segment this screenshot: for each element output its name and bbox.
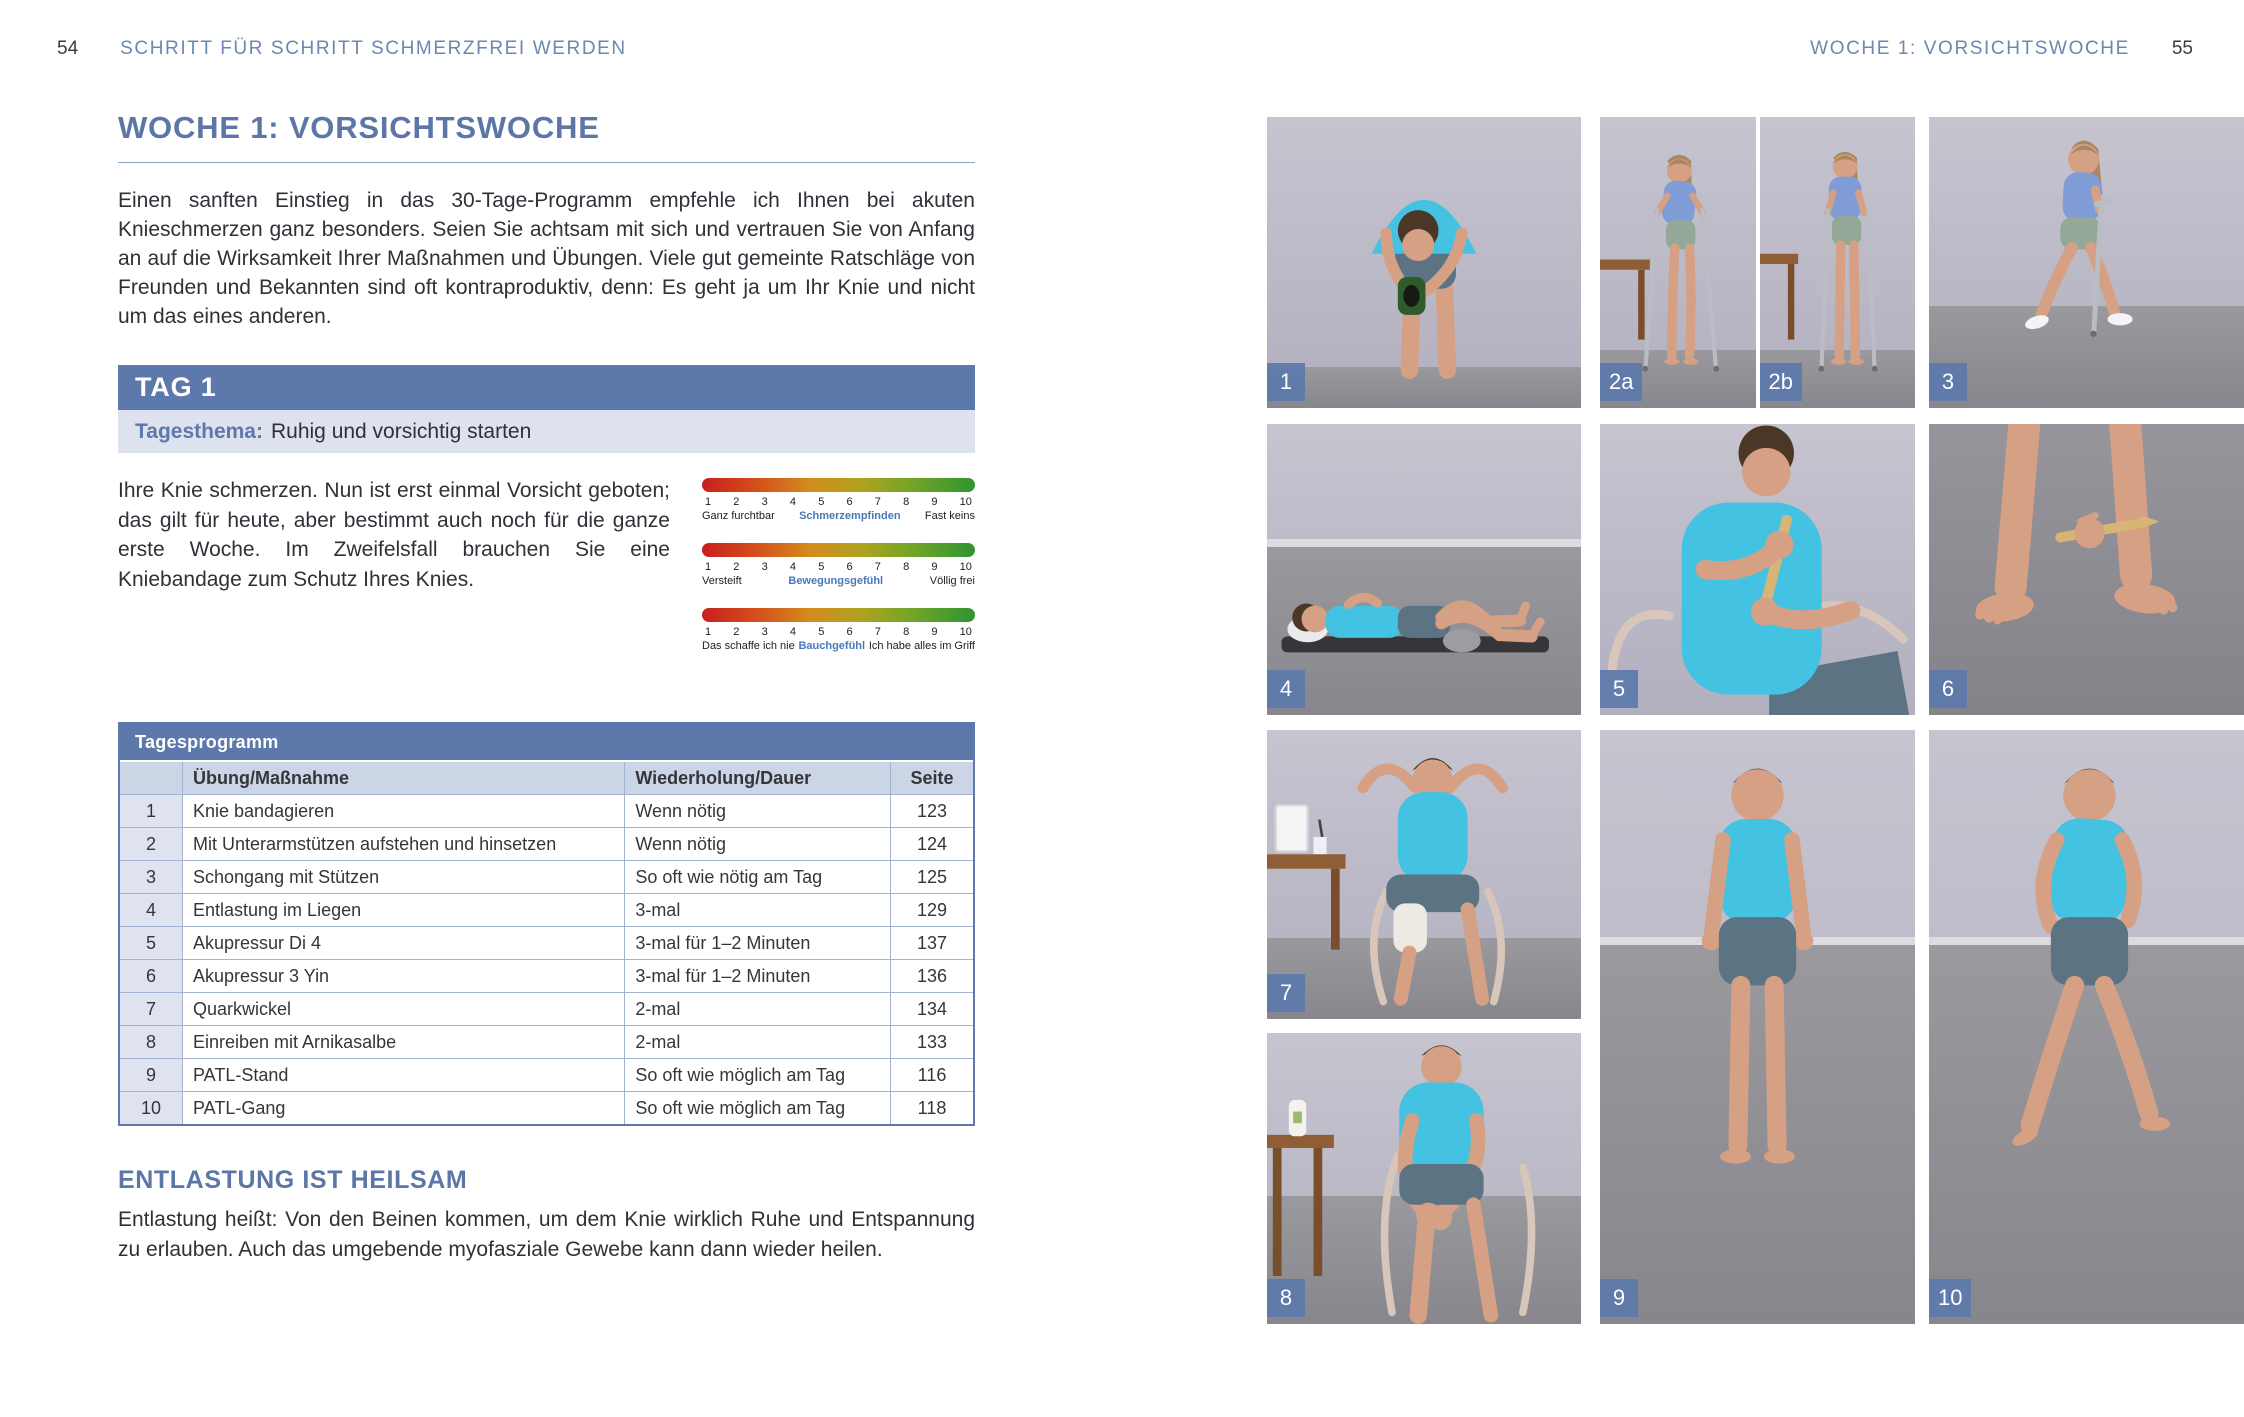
- scale-tick: 6: [846, 626, 853, 638]
- table-title: Tagesprogramm: [120, 724, 973, 762]
- cell-page: 129: [891, 894, 974, 927]
- figure-patl-stand: [1600, 730, 1915, 1324]
- rating-scales: [702, 476, 975, 673]
- photo-grid: [1267, 117, 2244, 1324]
- figure-patl-walk: [1929, 730, 2244, 1324]
- photo-acupressure-hand: [1600, 424, 1915, 715]
- table-row: [120, 861, 973, 894]
- day-banner: [118, 365, 975, 410]
- text-and-scales: [118, 476, 975, 673]
- scale-right-label: Völlig frei: [929, 575, 975, 587]
- scale-bewegungsgefuehl: [702, 543, 975, 587]
- scale-tick: 4: [789, 626, 797, 638]
- figure-foot-tool: [1929, 424, 2244, 715]
- header-exercise: Übung/Maßnahme: [183, 762, 625, 795]
- photo-patl-stand: [1600, 730, 1915, 1324]
- cell-number: 1: [120, 795, 183, 828]
- cell-exercise: PATL-Gang: [183, 1092, 625, 1125]
- scale-ticks: [702, 496, 975, 508]
- scale-tick: 10: [959, 496, 972, 508]
- scale-tick: 4: [789, 496, 797, 508]
- table-row: [120, 1092, 973, 1125]
- photo-label: 2b: [1760, 363, 1802, 401]
- table-row: [120, 1059, 973, 1092]
- cell-number: 5: [120, 927, 183, 960]
- scale-name: Bauchgefühl: [798, 640, 866, 652]
- figure-knee-bandage: [1267, 117, 1581, 408]
- cell-page: 118: [891, 1092, 974, 1125]
- table-row: [120, 960, 973, 993]
- scale-right-label: Fast keins: [924, 510, 975, 522]
- cell-duration: Wenn nötig: [625, 828, 891, 861]
- figure-lying-relief: [1267, 424, 1581, 715]
- cell-page: 133: [891, 1026, 974, 1059]
- cell-duration: 3-mal für 1–2 Minuten: [625, 927, 891, 960]
- table-header-row: [120, 762, 973, 795]
- photo-2a: [1600, 117, 1756, 408]
- day-theme-text: Ruhig und vorsichtig starten: [270, 419, 532, 443]
- scale-tick: 8: [903, 496, 910, 508]
- scale-tick: 3: [761, 626, 768, 638]
- cell-duration: Wenn nötig: [625, 795, 891, 828]
- photo-label: 2a: [1600, 363, 1642, 401]
- scale-tick: 1: [705, 626, 712, 638]
- cell-duration: So oft wie möglich am Tag: [625, 1059, 891, 1092]
- scale-tick: 4: [789, 561, 797, 573]
- left-page: [118, 0, 975, 1417]
- figure-walking-crutch: [1929, 117, 2244, 408]
- cell-duration: 3-mal: [625, 894, 891, 927]
- cell-number: 4: [120, 894, 183, 927]
- figure-arnica-rub: [1267, 1033, 1581, 1324]
- day-theme-label: Tagesthema:: [135, 419, 263, 443]
- day-program-table: [118, 722, 975, 1126]
- scale-tick: 10: [959, 561, 972, 573]
- header-duration: Wiederholung/Dauer: [625, 762, 891, 795]
- cell-number: 9: [120, 1059, 183, 1092]
- scale-left-label: Das schaffe ich nie: [702, 640, 795, 652]
- table-row: [120, 993, 973, 1026]
- scale-tick: 1: [705, 496, 712, 508]
- photo-walking-with-crutch: [1929, 117, 2244, 408]
- running-head-right: [1810, 38, 2193, 60]
- scale-tick: 5: [818, 561, 825, 573]
- scale-left-label: Ganz furchtbar: [702, 510, 775, 522]
- photo-knee-bandage: [1267, 117, 1581, 408]
- photo-label: 3: [1929, 363, 1967, 401]
- scale-tick: 3: [761, 496, 768, 508]
- page-number-right: 55: [2171, 38, 2193, 59]
- figure-acupressure-hand: [1600, 424, 1915, 715]
- scale-tick: 9: [931, 496, 938, 508]
- figure-quark-wrap: [1267, 730, 1581, 1019]
- scale-tick: 9: [931, 626, 938, 638]
- table-row: [120, 1026, 973, 1059]
- scale-tick: 3: [761, 561, 768, 573]
- scale-tick: 7: [874, 496, 881, 508]
- scale-tick: 5: [818, 626, 825, 638]
- cell-duration: 3-mal für 1–2 Minuten: [625, 960, 891, 993]
- cell-page: 137: [891, 927, 974, 960]
- scale-right-label: Ich habe alles im Griff: [868, 640, 975, 652]
- cell-number: 10: [120, 1092, 183, 1125]
- cell-number: 2: [120, 828, 183, 861]
- cell-exercise: Entlastung im Liegen: [183, 894, 625, 927]
- gradient-scale-bar: [702, 608, 975, 622]
- table-row: [120, 894, 973, 927]
- photo-foot-tool: [1929, 424, 2244, 715]
- scale-bauchgefuehl: [702, 608, 975, 652]
- photo-crutches-sit-stand: [1600, 117, 1915, 408]
- scale-tick: 9: [931, 561, 938, 573]
- cell-page: 124: [891, 828, 974, 861]
- cell-exercise: Schongang mit Stützen: [183, 861, 625, 894]
- body-paragraph: Ihre Knie schmerzen. Nun ist erst einmal Vorsicht geboten; das gilt für heute, aber bestimmt auch noch für die ganze erste Woche. Im Zweifelsfall brauchen Sie eine Kniebandage zum Schutz Ihres Knies.: [118, 479, 670, 591]
- table-row: [120, 927, 973, 960]
- photo-label: 7: [1267, 974, 1305, 1012]
- cell-page: 136: [891, 960, 974, 993]
- scale-tick: 7: [874, 561, 881, 573]
- cell-page: 116: [891, 1059, 974, 1092]
- cell-number: 3: [120, 861, 183, 894]
- photo-label: 1: [1267, 363, 1305, 401]
- cell-number: 6: [120, 960, 183, 993]
- cell-exercise: Knie bandagieren: [183, 795, 625, 828]
- cell-page: 125: [891, 861, 974, 894]
- scale-tick: 7: [874, 626, 881, 638]
- day-theme-row: [118, 410, 975, 453]
- gradient-scale-bar: [702, 543, 975, 557]
- table-row: [120, 795, 973, 828]
- scale-tick: 6: [846, 496, 853, 508]
- photo-label: 9: [1600, 1279, 1638, 1317]
- scale-tick: 10: [959, 626, 972, 638]
- cell-page: 123: [891, 795, 974, 828]
- photo-arnica-rub: [1267, 1033, 1581, 1324]
- scale-schmerzempfinden: [702, 478, 975, 522]
- section-heading: ENTLASTUNG IST HEILSAM: [118, 1166, 468, 1194]
- scale-tick: 2: [733, 561, 740, 573]
- header-number: [120, 762, 183, 795]
- scale-ticks: [702, 626, 975, 638]
- photo-patl-walk: [1929, 730, 2244, 1324]
- cell-duration: 2-mal: [625, 993, 891, 1026]
- scale-name: Bewegungsgefühl: [788, 575, 884, 587]
- scale-ticks: [702, 561, 975, 573]
- page-title: WOCHE 1: VORSICHTSWOCHE: [118, 110, 975, 163]
- photo-label: 8: [1267, 1279, 1305, 1317]
- cell-exercise: Akupressur 3 Yin: [183, 960, 625, 993]
- cell-duration: So oft wie möglich am Tag: [625, 1092, 891, 1125]
- cell-number: 8: [120, 1026, 183, 1059]
- section-paragraph: Entlastung heißt: Von den Beinen kommen, um dem Knie wirklich Ruhe und Entspannung zu erlauben. Auch das umgebende myofasziale Gewebe kann dann wieder heilen.: [118, 1208, 975, 1261]
- scale-tick: 1: [705, 561, 712, 573]
- running-header-left: SCHRITT FÜR SCHRITT SCHMERZFREI WERDEN: [120, 38, 627, 59]
- cell-page: 134: [891, 993, 974, 1026]
- photo-lying-relief: [1267, 424, 1581, 715]
- cell-exercise: Akupressur Di 4: [183, 927, 625, 960]
- scale-tick: 2: [733, 496, 740, 508]
- photo-quark-wrap: [1267, 730, 1581, 1019]
- scale-tick: 2: [733, 626, 740, 638]
- photo-label: 6: [1929, 670, 1967, 708]
- cell-duration: So oft wie nötig am Tag: [625, 861, 891, 894]
- gradient-scale-bar: [702, 478, 975, 492]
- cell-exercise: Mit Unterarmstützen aufstehen und hinsetzen: [183, 828, 625, 861]
- cell-exercise: PATL-Stand: [183, 1059, 625, 1092]
- photo-label: 4: [1267, 670, 1305, 708]
- scale-left-label: Versteift: [702, 575, 742, 587]
- scale-name: Schmerzempfinden: [799, 510, 901, 522]
- header-page: Seite: [891, 762, 974, 795]
- day-banner-label: TAG 1: [135, 372, 217, 402]
- scale-tick: 6: [846, 561, 853, 573]
- scale-tick: 8: [903, 561, 910, 573]
- page-number-left: 54: [57, 38, 79, 59]
- scale-tick: 8: [903, 626, 910, 638]
- photo-label: 5: [1600, 670, 1638, 708]
- photo-2b: [1760, 117, 1916, 408]
- cell-exercise: Quarkwickel: [183, 993, 625, 1026]
- intro-paragraph: Einen sanften Einstieg in das 30-Tage-Programm empfehle ich Ihnen bei akuten Knieschmerzen ganz besonders. Seien Sie achtsam mit sich und vertrauen Sie von Anfang an auf die Wirksamkeit Ihrer Maßnahmen und Übungen. Viele gut gemeinte Ratschläge von Freunden und Bekannten sind oft kontraproduktiv, denn: Es geht ja um Ihr Knie und nicht um das eines anderen.: [118, 189, 975, 328]
- photo-label: 10: [1929, 1279, 1971, 1317]
- cell-number: 7: [120, 993, 183, 1026]
- running-header-right: WOCHE 1: VORSICHTSWOCHE: [1810, 38, 2130, 59]
- scale-tick: 5: [818, 496, 825, 508]
- cell-duration: 2-mal: [625, 1026, 891, 1059]
- table-row: [120, 828, 973, 861]
- cell-exercise: Einreiben mit Arnikasalbe: [183, 1026, 625, 1059]
